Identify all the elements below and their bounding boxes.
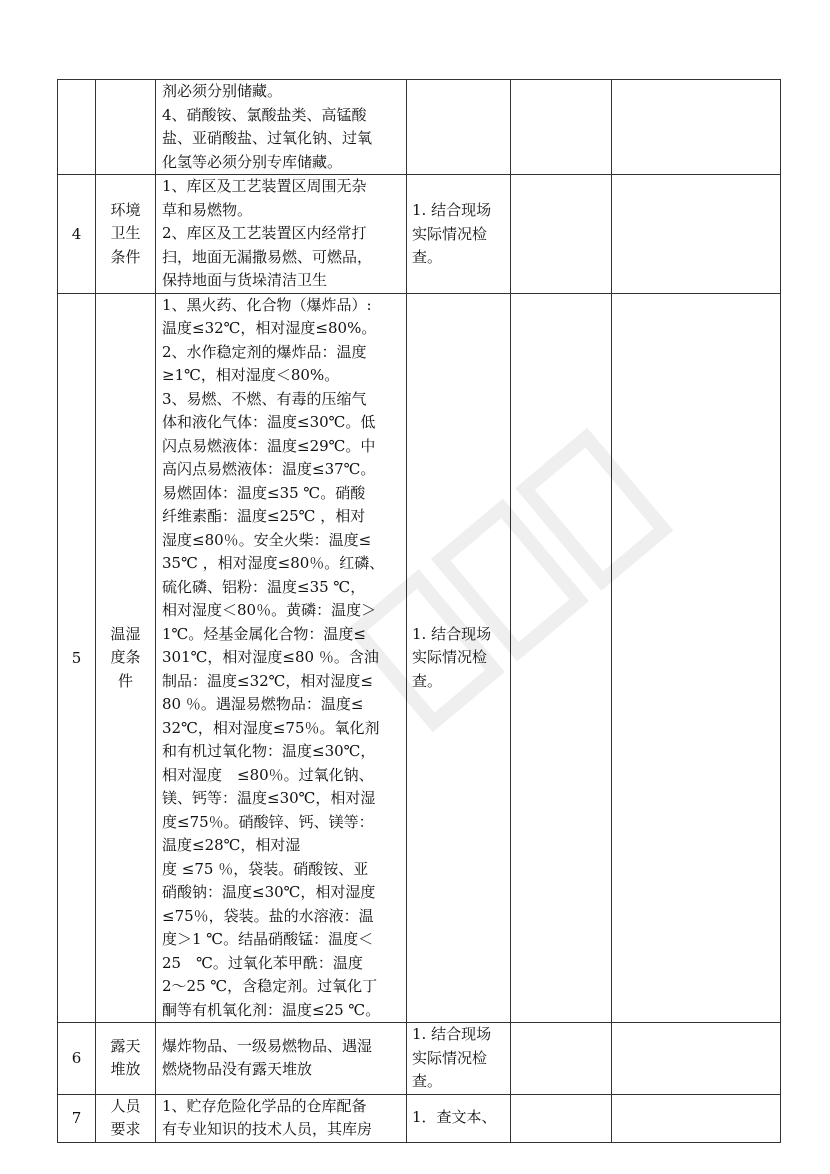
content-line: 2、水作稳定剂的爆炸品：温度: [162, 342, 367, 361]
row-number: 5: [58, 293, 96, 1023]
check-content: [156, 80, 407, 175]
content-line: ≤75％，袋装。盐的水溶液：温: [162, 906, 374, 925]
check-result: [511, 293, 612, 1023]
content-line: 温度≤32℃，相对湿度≤80%。: [162, 319, 377, 337]
inspection-table: [57, 79, 781, 1143]
content-line: 1、黑火药、化合物（爆炸品）:: [162, 295, 372, 314]
content-line: 35℃ ，相对湿度≤80％。红磷、: [162, 554, 385, 572]
content-line: 4、硝酸铵、氯酸盐类、高锰酸: [162, 105, 367, 124]
check-item: [96, 1094, 156, 1142]
content-line: 爆炸物品、一级易燃物品、遇湿: [162, 1036, 373, 1055]
check-content: [156, 1094, 407, 1142]
method-line: 实际情况检: [412, 1048, 488, 1067]
content-line: 扫，地面无漏撒易燃、可燃品，: [162, 247, 373, 266]
content-line: 湿度≤80％。安全火柴：温度≤: [162, 530, 372, 549]
content-line: 2～25 ℃，含稳定剂。过氧化丁: [162, 977, 378, 995]
table-row: [58, 1023, 781, 1095]
content-line: 易燃固体：温度≤35 ℃。硝酸: [162, 483, 366, 502]
content-line: 相对湿度＜80％。黄磷：温度＞: [162, 601, 377, 619]
content-line: 剂必须分别储藏。: [162, 82, 283, 100]
content-line: 草和易燃物。: [162, 200, 253, 219]
check-method: [407, 175, 511, 294]
remarks: [612, 1094, 781, 1142]
check-result: [511, 80, 612, 175]
method-line: 实际情况检: [412, 648, 488, 666]
table-body: [58, 80, 781, 1143]
row-number: 6: [58, 1023, 96, 1095]
content-line: 和有机过氧化物：温度≤30℃，: [162, 742, 376, 760]
check-result: [511, 175, 612, 294]
item-line: 环境: [110, 200, 141, 219]
item-line: 条件: [110, 247, 141, 266]
content-line: 闪点易燃液体：温度≤29℃。中: [162, 436, 376, 455]
remarks: [612, 175, 781, 294]
method-line: 查。: [412, 1072, 443, 1090]
content-line: 镁、钙等：温度≤30℃，相对湿: [162, 789, 376, 807]
content-line: 保持地面与货垛清洁卫生: [162, 271, 328, 289]
method-line: 1．查文本、: [412, 1108, 497, 1127]
check-item: [96, 175, 156, 294]
item-line: 堆放: [110, 1060, 141, 1079]
content-line: 301℃，相对湿度≤80 ％。含油: [162, 648, 379, 666]
item-line: 温湿: [110, 624, 141, 643]
check-result: [511, 1023, 612, 1095]
content-line: 盐、亚硝酸盐、过氧化钠、过氧: [162, 129, 373, 147]
content-line: 1、贮存危险化学品的仓库配备: [162, 1096, 367, 1115]
check-item: [96, 80, 156, 175]
row-number: [58, 80, 96, 175]
check-item: [96, 1023, 156, 1095]
content-line: 制品：温度≤32℃，相对湿度≤: [162, 671, 374, 690]
table-row: [58, 1094, 781, 1142]
remarks: [612, 293, 781, 1023]
check-content: [156, 175, 407, 294]
item-line: 要求: [110, 1120, 141, 1138]
content-line: 3、易燃、不燃、有毒的压缩气: [162, 389, 367, 408]
method-line: 1. 结合现场: [412, 1025, 492, 1043]
content-line: 度 ≤75 ％，袋装。硝酸铵、亚: [162, 859, 369, 878]
content-line: 温度≤28℃，相对湿: [162, 836, 301, 854]
content-line: 80 ％。遇湿易燃物品：温度≤: [162, 695, 364, 713]
method-line: 1. 结合现场: [412, 201, 492, 219]
content-line: 2、库区及工艺装置区内经常打: [162, 224, 367, 242]
check-content: [156, 1023, 407, 1095]
check-result: [511, 1094, 612, 1142]
table-row: [58, 293, 781, 1023]
table-row: [58, 80, 781, 175]
content-line: 硝酸钠：温度≤30℃，相对湿度: [162, 883, 376, 901]
content-line: 1、库区及工艺装置区周围无杂: [162, 177, 367, 195]
item-line: 人员: [110, 1096, 141, 1115]
content-line: 高闪点易燃液体：温度≤37℃。: [162, 460, 376, 478]
item-line: 露天: [110, 1036, 141, 1055]
method-line: 实际情况检: [412, 224, 488, 243]
content-line: 酮等有机氧化剂：温度≤25 ℃。: [162, 1000, 381, 1019]
check-content: [156, 293, 407, 1023]
row-number: 4: [58, 175, 96, 294]
item-line: 卫生: [110, 224, 141, 242]
row-number: 7: [58, 1094, 96, 1142]
check-method: [407, 1094, 511, 1142]
check-item: [96, 293, 156, 1023]
check-method: [407, 293, 511, 1023]
content-line: 纤维素酯：温度≤25℃ ，相对: [162, 507, 366, 525]
check-method: [407, 1023, 511, 1095]
content-line: 有专业知识的技术人员，其库房: [162, 1120, 373, 1138]
remarks: [612, 80, 781, 175]
item-line: 度条: [110, 648, 141, 666]
content-line: 硫化磷、铝粉：温度≤35 ℃，: [162, 577, 366, 596]
content-line: 体和液化气体：温度≤30℃。低: [162, 413, 376, 431]
content-line: 燃烧物品没有露天堆放: [162, 1060, 313, 1079]
content-line: 度＞1 ℃。结晶硝酸锰：温度＜: [162, 930, 374, 948]
table-row: [58, 175, 781, 294]
content-line: 32℃，相对湿度≤75％。氧化剂: [162, 718, 380, 737]
content-line: 度≤75％。硝酸锌、钙、镁等：: [162, 812, 374, 831]
content-line: 1℃。烃基金属化合物：温度≤: [162, 624, 366, 643]
content-line: 相对湿度 ≤80％。过氧化钠、: [162, 765, 374, 784]
check-method: [407, 80, 511, 175]
item-line: 件: [117, 671, 133, 690]
content-line: ≥1℃，相对湿度＜80%。: [162, 366, 340, 384]
method-line: 查。: [412, 248, 443, 266]
content-line: 化氢等必须分别专库储藏。: [162, 152, 343, 171]
method-line: 1. 结合现场: [412, 624, 492, 643]
content-line: 25 ℃。过氧化苯甲酰：温度: [162, 953, 363, 972]
method-line: 查。: [412, 671, 443, 690]
remarks: [612, 1023, 781, 1095]
